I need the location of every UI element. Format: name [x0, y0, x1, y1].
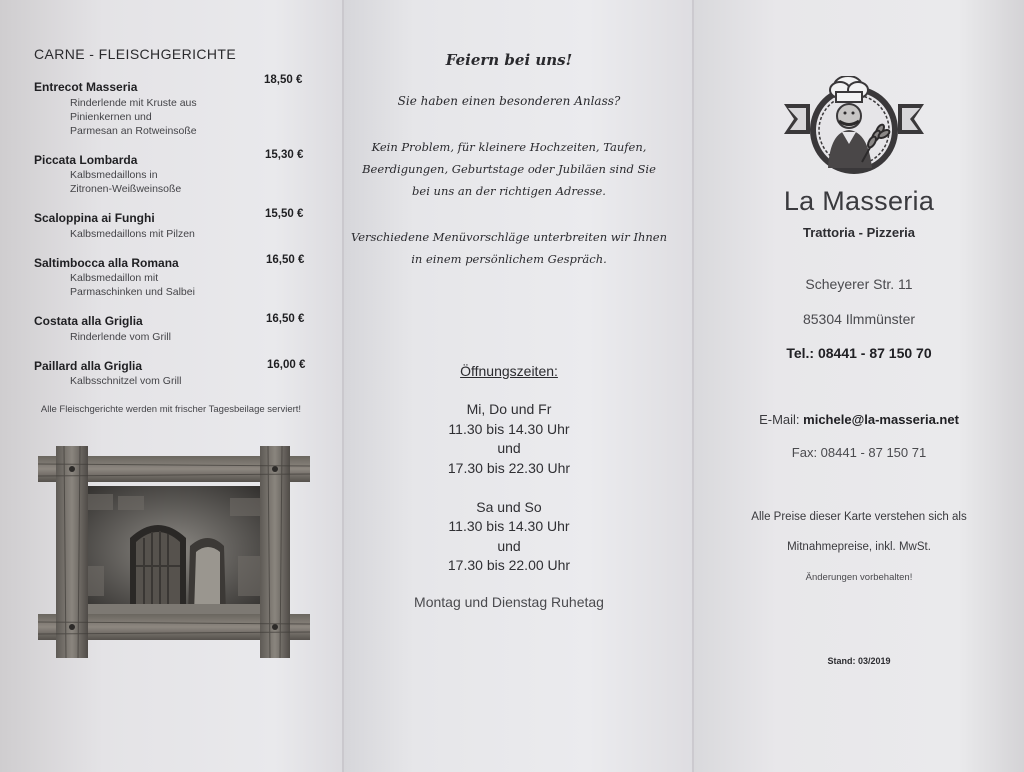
- closed-days: Montag und Dienstag Ruhetag: [414, 594, 604, 610]
- email-link[interactable]: michele@la-masseria.net: [803, 412, 959, 427]
- events-paragraph: Kein Problem, für kleinere Hochzeiten, Taufen, Beerdigungen, Geburtstage oder Jubiläen sind Sie bei uns an der richtigen Adresse.: [362, 140, 656, 198]
- side-dish-note: Alle Fleischgerichte werden mit frischer Tagesbeilage serviert!: [40, 404, 302, 415]
- restaurant-subtitle: Trattoria - Pizzeria: [803, 225, 915, 240]
- dish-price: 15,30 €: [265, 149, 304, 161]
- dish-description: Kalbsmedaillons in Zitronen-Weißweinsoße: [70, 169, 182, 195]
- dish-name: Costata alla Griglia: [34, 314, 143, 328]
- chef-logo-icon: [782, 76, 926, 182]
- dish-description: Rinderlende mit Kruste aus Pinienkernen und Parmesan an Rotweinsoße: [70, 97, 197, 137]
- section-heading: CARNE - FLEISCHGERICHTE: [34, 46, 237, 62]
- price-note-1: Alle Preise dieser Karte verstehen sich als: [751, 511, 967, 523]
- restaurant-name: La Masseria: [783, 186, 935, 216]
- email-line: [704, 412, 1014, 427]
- dish-price: 16,00 €: [267, 359, 306, 371]
- dish-description: Rinderlende vom Grill: [70, 331, 171, 343]
- dish-price: 16,50 €: [266, 254, 305, 266]
- dish-description: Kalbsmedaillon mit Parmaschinken und Salbei: [70, 272, 195, 298]
- dish-price: 15,50 €: [265, 208, 304, 220]
- dish-name: Scaloppina ai Funghi: [34, 211, 155, 225]
- dish-name: Saltimbocca alla Romana: [34, 256, 179, 270]
- events-title: Feiern bei uns!: [445, 51, 573, 69]
- address-street: Scheyerer Str. 11: [805, 276, 913, 292]
- dish-description: Kalbsmedaillons mit Pilzen: [70, 228, 195, 240]
- dish-name: Entrecot Masseria: [34, 80, 138, 94]
- dish-description: Kalbsschnitzel vom Grill: [70, 375, 182, 387]
- phone-number: Tel.: 08441 - 87 150 70: [786, 345, 932, 361]
- events-menu-note: Verschiedene Menüvorschläge unterbreiten wir Ihnen in einem persönlichem Gespräch.: [350, 230, 668, 266]
- opening-hours-list: Mi, Do und Fr 11.30 bis 14.30 Uhr und 17.30 bis 22.30 Uhr Sa und So 11.30 bis 14.30 Uhr und 17.30 bis 22.00 Uhr: [447, 401, 571, 573]
- address-city: 85304 Ilmmünster: [802, 311, 916, 327]
- dish-price: 16,50 €: [266, 313, 305, 325]
- dish-name: Piccata Lombarda: [34, 153, 138, 167]
- opening-hours-heading: Öffnungszeiten:: [460, 363, 558, 379]
- menu-panel-events: [344, 0, 694, 772]
- menu-panel-meat: [0, 0, 344, 772]
- events-question: Sie haben einen besonderen Anlass?: [397, 94, 621, 108]
- edition-date: Stand: 03/2019: [827, 656, 891, 666]
- gate-picture-frame: [38, 446, 310, 658]
- email-label: E-Mail:: [759, 412, 800, 427]
- price-note-2: Mitnahmepreise, inkl. MwSt.: [787, 541, 931, 553]
- dish-name: Paillard alla Griglia: [34, 359, 143, 373]
- dish-price: 18,50 €: [264, 74, 303, 86]
- fax-number: Fax: 08441 - 87 150 71: [791, 445, 927, 460]
- changes-note: Änderungen vorbehalten!: [805, 572, 913, 583]
